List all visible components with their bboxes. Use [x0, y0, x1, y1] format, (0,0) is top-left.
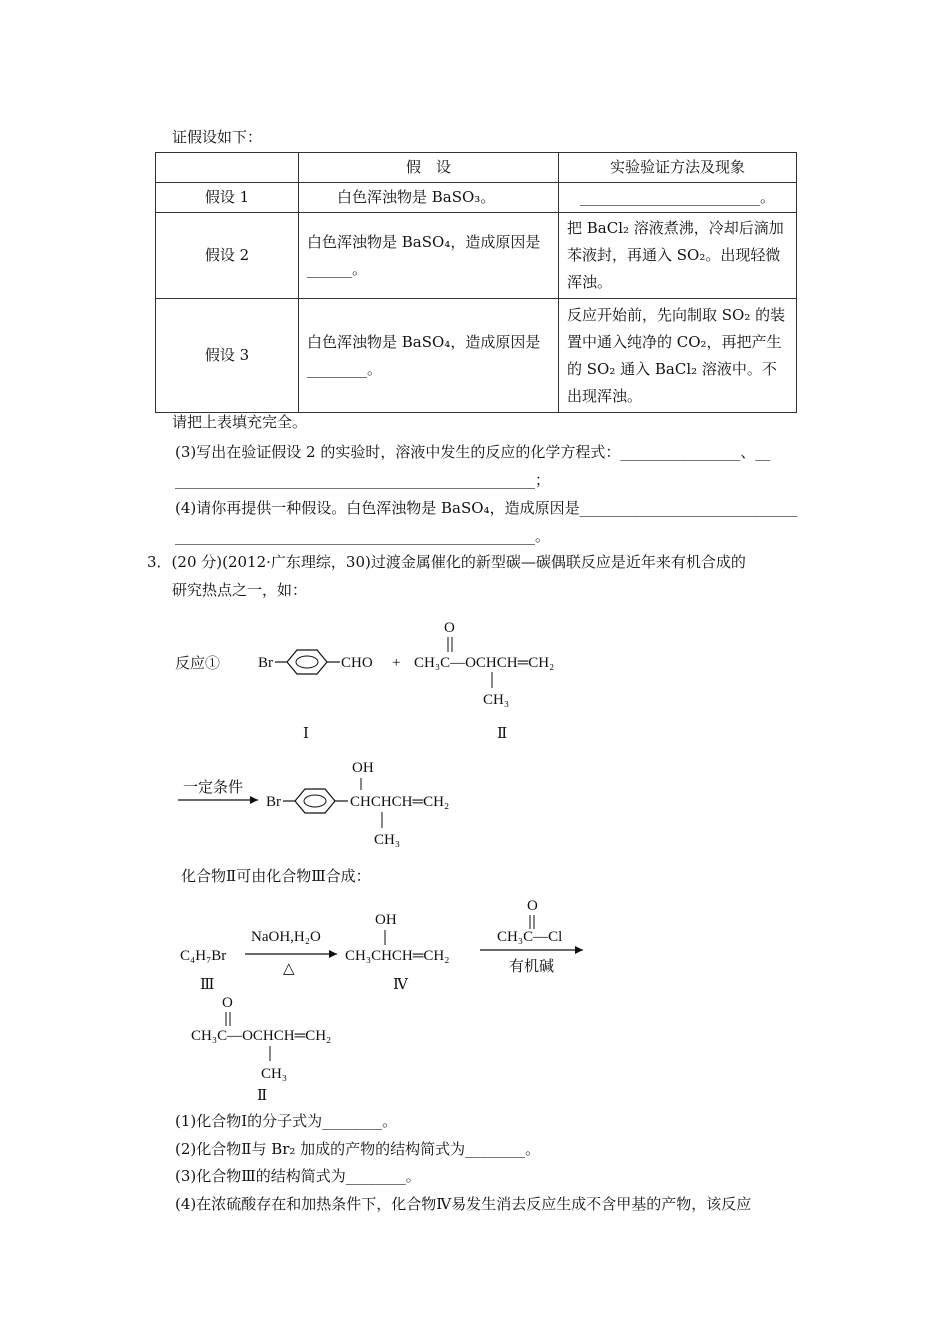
question-3: (3)化合物Ⅲ的结构简式为________。: [175, 1167, 421, 1185]
row-method: ________________________。: [559, 183, 797, 213]
table-header-row: [156, 153, 797, 183]
product-methyl: CH₃: [261, 1066, 288, 1082]
problem-3-line-2: 研究热点之一，如：: [172, 581, 308, 599]
product-bromine: Br: [266, 794, 281, 810]
reagent-2-oxygen: O: [527, 898, 538, 914]
reagent-2-top: CH₃C—Cl: [497, 929, 563, 945]
reaction-1-scheme: [170, 612, 610, 742]
question-2: (2)化合物Ⅱ与 Br₂ 加成的产物的结构简式为________。: [175, 1140, 541, 1158]
question-3-line-1: (3)写出在验证假设 2 的实验时，溶液中发生的反应的化学方程式：________________、__: [175, 443, 771, 461]
row-label: 假设 2: [156, 213, 299, 299]
reagent-2-bottom: 有机碱: [509, 959, 555, 975]
reaction-1-label: 反应①: [175, 656, 221, 672]
compound-II-label: Ⅱ: [497, 726, 508, 742]
table-row: [156, 299, 797, 413]
reagent-1-top: NaOH,H₂O: [251, 929, 321, 945]
compound-I-label: Ⅰ: [303, 726, 309, 742]
synthesis-product: [175, 990, 395, 1105]
row-hypothesis: 白色浑浊物是 BaSO₄，造成原因是______。: [299, 213, 559, 299]
compound-IV-formula: CH₃CHCH═CH₂: [345, 948, 450, 964]
condition-text: 一定条件: [183, 780, 244, 796]
compound-IV-hydroxyl: OH: [375, 912, 397, 928]
hypothesis-table: [155, 152, 797, 413]
table-row: [156, 213, 797, 299]
header-cell-empty: [156, 153, 299, 183]
header-cell-method: 实验验证方法及现象: [559, 153, 797, 183]
table-row: [156, 183, 797, 213]
question-4-line-1: (4)请你再提供一种假设。白色浑浊物是 BaSO₄，造成原因是_____________________________: [175, 499, 798, 517]
product-label: Ⅱ: [257, 1088, 268, 1104]
question-4: (4)在浓硫酸存在和加热条件下，化合物Ⅳ易发生消去反应生成不含甲基的产物，该反应: [175, 1195, 752, 1213]
ester-methyl: CH₃: [483, 692, 510, 708]
ester-main-chain: CH₃C—OCHCH═CH₂: [414, 655, 555, 671]
row-hypothesis: 白色浑浊物是 BaSO₄，造成原因是________。: [299, 299, 559, 413]
synthesis-scheme: [175, 893, 605, 1003]
ester-carbonyl-oxygen: O: [444, 620, 455, 636]
intro-text: 证假设如下：: [172, 128, 263, 146]
row-label: 假设 1: [156, 183, 299, 213]
row-method: 把 BaCl₂ 溶液煮沸，冷却后滴加苯液封，再通入 SO₂。出现轻微浑浊。: [559, 213, 797, 299]
reagent-1-bottom: △: [283, 961, 295, 977]
benzene-ring-icon: [295, 789, 335, 813]
product-methyl: CH₃: [374, 832, 401, 848]
header-cell-hypothesis: 假 设: [299, 153, 559, 183]
reaction-1-product: [170, 752, 490, 852]
compound-IV-label: Ⅳ: [393, 977, 408, 993]
row-method: 反应开始前，先向制取 SO₂ 的装置中通入纯净的 CO₂，再把产生的 SO₂ 通入 BaCl₂ 溶液中。不出现浑浊。: [559, 299, 797, 413]
compound-III-label: Ⅲ: [200, 977, 215, 993]
question-1: (1)化合物Ⅰ的分子式为________。: [175, 1112, 398, 1130]
product-chain: CHCHCH═CH₂: [350, 794, 450, 810]
fill-note: 请把上表填充完全。: [172, 413, 308, 431]
product-main-chain: CH₃C—OCHCH═CH₂: [191, 1028, 332, 1044]
compound-III-formula: C₄H₇Br: [180, 948, 227, 964]
plus-sign: +: [392, 655, 401, 671]
row-label: 假设 3: [156, 299, 299, 413]
question-4-line-2: ________________________________________________。: [175, 527, 551, 545]
bromine-atom: Br: [258, 655, 273, 671]
product-carbonyl-oxygen: O: [222, 995, 233, 1011]
product-hydroxyl: OH: [352, 760, 374, 776]
problem-3-line-1: 3．(20 分)(2012·广东理综，30)过渡金属催化的新型碳—碳偶联反应是近年来有机合成的: [147, 553, 746, 571]
benzene-ring-icon: [287, 650, 327, 674]
synthesis-intro: 化合物Ⅱ可由化合物Ⅲ合成：: [181, 867, 371, 885]
aldehyde-group: CHO: [341, 655, 373, 671]
row-hypothesis: 白色浑浊物是 BaSO₃。: [299, 183, 559, 213]
question-3-line-2: ________________________________________________；: [175, 471, 551, 489]
